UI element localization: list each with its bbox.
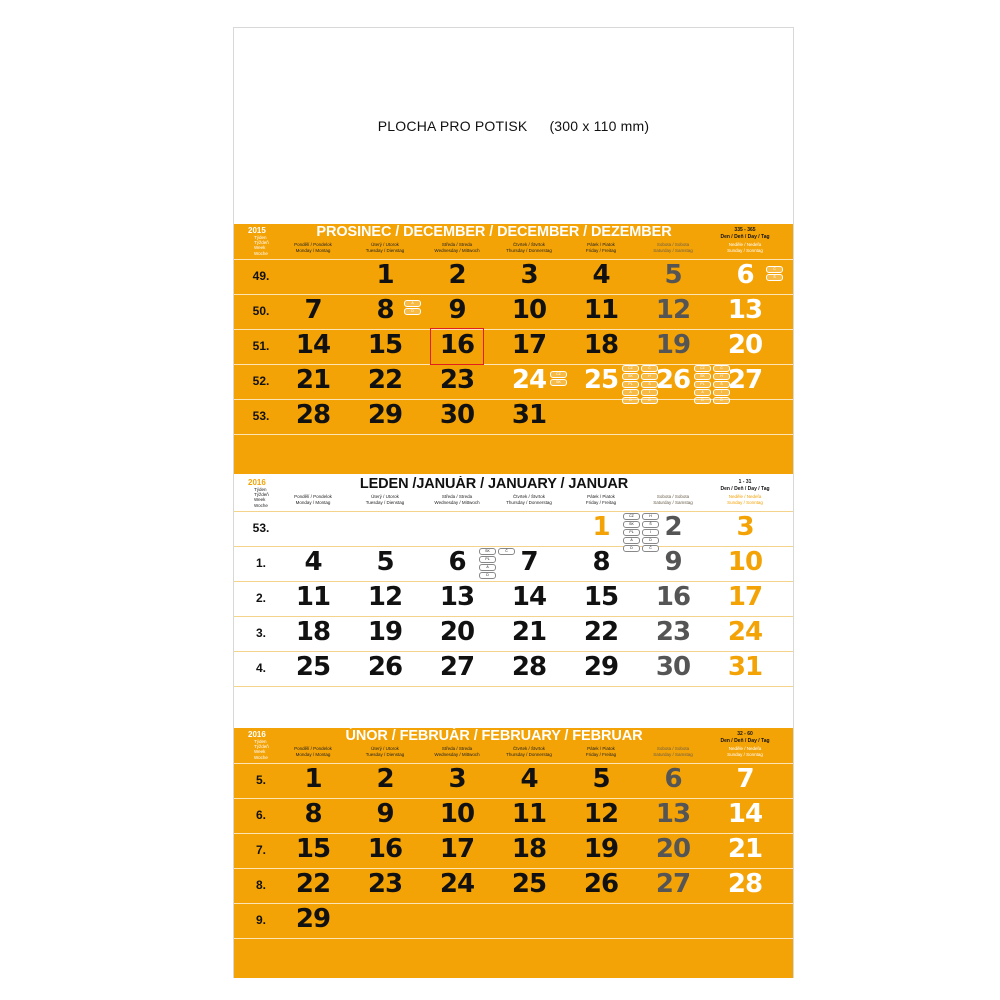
calendar-day[interactable]: 23 — [655, 617, 691, 647]
calendar-day[interactable]: 12 — [583, 799, 619, 829]
calendar-day[interactable]: 4 — [520, 764, 538, 794]
weekday-header — [421, 494, 493, 505]
calendar-day[interactable]: 16 — [367, 834, 403, 864]
calendar-day[interactable]: 9 — [664, 547, 682, 577]
weekday-header — [637, 746, 709, 757]
holiday-badge: Č — [766, 266, 783, 273]
weekday-name-cs-sk: Čtvrtek / Štvrtok — [512, 242, 545, 247]
week-number: 2. — [255, 591, 266, 605]
month-title: LEDEN /JANUÁR / JANUARY / JANUAR — [359, 476, 629, 492]
calendar-day[interactable]: 18 — [295, 617, 331, 647]
holiday-badges — [622, 365, 658, 404]
calendar-day[interactable]: 22 — [367, 365, 403, 395]
day-range-label: Den / Deň / Day / Tag — [720, 234, 770, 240]
holiday-badge: Č — [498, 548, 515, 555]
calendar-sheet — [233, 27, 794, 978]
weekday-header — [709, 746, 781, 757]
holiday-badge: SK — [622, 373, 639, 380]
weekday-name-en-de: Thursday / Donnerstag — [506, 247, 552, 253]
month-panel — [234, 728, 793, 978]
weekday-name-cs-sk: Pátek / Piatok — [587, 242, 615, 247]
holiday-badge: D — [623, 545, 640, 552]
calendar-day[interactable]: 1 — [304, 764, 322, 794]
week-column-header — [254, 739, 269, 760]
calendar-day[interactable]: 14 — [295, 330, 331, 360]
holiday-badge-column — [641, 365, 658, 404]
calendar-day[interactable]: 6 — [664, 764, 682, 794]
weekday-header — [421, 242, 493, 253]
day-range-label: Den / Deň / Day / Tag — [720, 738, 770, 744]
holiday-badge: CZ — [622, 365, 639, 372]
weekday-name-cs-sk: Pátek / Piatok — [587, 494, 615, 499]
weekday-header — [349, 242, 421, 253]
weekday-name-en-de: Monday / Montag — [295, 499, 331, 505]
calendar-day[interactable]: 27 — [655, 869, 691, 899]
weekday-name-en-de: Monday / Montag — [295, 247, 331, 253]
holiday-badge: D — [694, 397, 711, 404]
holiday-badge: SK — [694, 373, 711, 380]
print-area-size: (300 x 110 mm) — [549, 118, 650, 134]
holiday-badge-column — [622, 365, 639, 404]
calendar-day[interactable]: 1 — [592, 512, 610, 542]
week-number: 52. — [252, 374, 270, 388]
calendar-day[interactable]: 10 — [727, 547, 763, 577]
holiday-badge: SK — [550, 379, 567, 386]
weekday-name-en-de: Tuesday / Dienstag — [365, 751, 405, 757]
holiday-badge-column — [623, 513, 640, 552]
calendar-day[interactable]: 28 — [295, 400, 331, 430]
week-header-line: Week — [254, 245, 266, 251]
holiday-badge: A — [694, 389, 711, 396]
calendar-day[interactable]: 17 — [511, 330, 547, 360]
weekday-name-cs-sk: Úterý / Utorok — [371, 242, 399, 247]
week-number: 49. — [252, 269, 270, 283]
calendar-day[interactable]: 9 — [376, 799, 394, 829]
calendar-day[interactable]: 4 — [304, 547, 322, 577]
holiday-badges — [623, 513, 659, 552]
holiday-badge: A — [622, 389, 639, 396]
calendar-day[interactable]: 22 — [295, 869, 331, 899]
weekday-name-cs-sk: Sobota / Sobota — [656, 242, 690, 247]
row-divider — [234, 434, 793, 435]
calendar-day[interactable]: 28 — [511, 652, 547, 682]
holiday-badge: I — [713, 389, 730, 396]
today-marker — [430, 328, 484, 365]
weekday-name-en-de: Thursday / Donnerstag — [506, 751, 552, 757]
calendar-day[interactable]: 11 — [583, 295, 619, 325]
holiday-badge: I — [642, 529, 659, 536]
calendar-day[interactable]: 22 — [583, 617, 619, 647]
week-header-line: Week — [254, 497, 266, 503]
calendar-day[interactable]: 20 — [727, 330, 763, 360]
holiday-badge: PL — [479, 556, 496, 563]
calendar-day[interactable]: 9 — [448, 295, 466, 325]
week-number: 9. — [255, 913, 266, 927]
holiday-badge: CZ — [550, 371, 567, 378]
calendar-day[interactable]: 26 — [583, 869, 619, 899]
day-range: 32 - 60 — [737, 731, 753, 737]
weekday-header — [493, 746, 565, 757]
week-header-line: Týždeň — [254, 240, 269, 246]
calendar-day[interactable]: 19 — [655, 330, 691, 360]
weekday-name-en-de: Wednesday / Mittwoch — [434, 751, 480, 757]
calendar-day[interactable]: 29 — [583, 652, 619, 682]
week-header-line: Týden — [254, 739, 267, 744]
year-label: 2015 — [248, 226, 266, 235]
year-label: 2016 — [248, 478, 266, 487]
holiday-badge: Č — [641, 365, 658, 372]
holiday-badge: I — [641, 389, 658, 396]
weekday-name-en-de: Sunday / Sonntag — [727, 247, 763, 253]
holiday-badge: A — [479, 564, 496, 571]
weekday-name-cs-sk: Neděle / Nedeľa — [728, 746, 762, 751]
calendar-day[interactable]: 11 — [295, 582, 331, 612]
calendar-day[interactable]: 12 — [367, 582, 403, 612]
weekday-header — [565, 242, 637, 253]
weekday-header — [565, 746, 637, 757]
row-divider — [234, 686, 793, 687]
holiday-badge: D — [622, 397, 639, 404]
month-panel — [234, 224, 793, 474]
holiday-badge: Š — [642, 521, 659, 528]
holiday-badges — [479, 548, 515, 579]
calendar-day[interactable]: 14 — [511, 582, 547, 612]
weekday-name-cs-sk: Sobota / Sobota — [656, 746, 690, 751]
holiday-badge: PL — [623, 529, 640, 536]
week-number: 8. — [255, 878, 266, 892]
calendar-day[interactable]: 3 — [520, 260, 538, 290]
calendar-day[interactable]: 7 — [520, 547, 538, 577]
weekday-header — [709, 494, 781, 505]
weekday-name-en-de: Wednesday / Mittwoch — [434, 247, 480, 253]
calendar-day[interactable]: 11 — [511, 799, 547, 829]
weekday-name-en-de: Friday / Freitag — [585, 751, 617, 757]
weekday-name-cs-sk: Úterý / Utorok — [371, 746, 399, 751]
weekday-name-en-de: Wednesday / Mittwoch — [434, 499, 480, 505]
calendar-day[interactable]: 7 — [304, 295, 322, 325]
holiday-badge: Š — [713, 381, 730, 388]
calendar-day[interactable]: 23 — [367, 869, 403, 899]
week-header-line: Woche — [254, 754, 268, 760]
holiday-badge: PL — [694, 381, 711, 388]
calendar-day[interactable]: 19 — [583, 834, 619, 864]
weekday-header — [277, 242, 349, 253]
calendar-day[interactable]: 13 — [655, 799, 691, 829]
calendar-day[interactable]: 21 — [727, 834, 763, 864]
week-header-line: Týždeň — [254, 492, 269, 498]
week-number: 4. — [255, 661, 266, 675]
week-header-line: Týždeň — [254, 744, 269, 750]
holiday-badge: D — [641, 397, 658, 404]
weekday-header — [349, 746, 421, 757]
weekday-name-cs-sk: Středa / Streda — [441, 242, 473, 247]
calendar-day[interactable]: 31 — [511, 400, 547, 430]
holiday-badge: CZ — [694, 365, 711, 372]
calendar-day[interactable]: 30 — [439, 400, 475, 430]
calendar-day[interactable]: 12 — [655, 295, 691, 325]
calendar-day[interactable]: 27 — [439, 652, 475, 682]
holiday-badge: A — [623, 537, 640, 544]
row-divider — [234, 938, 793, 939]
week-header-line: Woche — [254, 250, 268, 256]
holiday-badge: D — [642, 537, 659, 544]
week-number: 5. — [255, 773, 266, 787]
weekday-name-en-de: Saturday / Samstag — [653, 499, 693, 505]
weekday-name-en-de: Tuesday / Dienstag — [365, 499, 405, 505]
calendar-day[interactable]: 31 — [727, 652, 763, 682]
holiday-badge: D — [404, 308, 421, 315]
holiday-badge-column — [694, 365, 711, 404]
calendar-day[interactable]: 10 — [511, 295, 547, 325]
weekday-header — [493, 494, 565, 505]
calendar-day[interactable]: 23 — [439, 365, 475, 395]
calendar-day[interactable]: 18 — [583, 330, 619, 360]
week-number: 1. — [255, 556, 266, 570]
calendar-day[interactable]: 18 — [511, 834, 547, 864]
calendar-day[interactable]: 17 — [439, 834, 475, 864]
week-header-line: Week — [254, 749, 266, 755]
weekday-header — [421, 746, 493, 757]
year-label: 2016 — [248, 730, 266, 739]
calendar-day[interactable]: 15 — [583, 582, 619, 612]
holiday-badge: SK — [479, 548, 496, 555]
week-number: 6. — [255, 808, 266, 822]
calendar-day[interactable]: 8 — [376, 295, 394, 325]
weekday-name-cs-sk: Úterý / Utorok — [371, 494, 399, 499]
weekday-name-cs-sk: Pátek / Piatok — [587, 746, 615, 751]
calendar-day[interactable]: 7 — [736, 764, 754, 794]
holiday-badge: A — [404, 300, 421, 307]
calendar-day[interactable]: 24 — [727, 617, 763, 647]
weekday-name-en-de: Friday / Freitag — [585, 499, 617, 505]
month-panel — [234, 476, 793, 726]
calendar-day[interactable]: 10 — [439, 799, 475, 829]
holiday-badges — [694, 365, 730, 404]
calendar-day[interactable]: 6 — [448, 547, 466, 577]
calendar-day[interactable]: 2 — [376, 764, 394, 794]
weekday-name-cs-sk: Středa / Streda — [441, 746, 473, 751]
calendar-day[interactable]: 15 — [367, 330, 403, 360]
calendar-day[interactable]: 25 — [295, 652, 331, 682]
calendar-day[interactable]: 24 — [511, 365, 547, 395]
calendar-day[interactable]: 5 — [376, 547, 394, 577]
print-area — [234, 28, 793, 224]
calendar-day[interactable]: 8 — [592, 547, 610, 577]
holiday-badge: Š — [641, 381, 658, 388]
weekday-name-cs-sk: Čtvrtek / Štvrtok — [512, 494, 545, 499]
weekday-header — [349, 494, 421, 505]
weekday-name-en-de: Sunday / Sonntag — [727, 751, 763, 757]
week-column-header — [254, 487, 269, 508]
calendar-day[interactable]: 6 — [736, 260, 754, 290]
holiday-badge: H — [713, 373, 730, 380]
holiday-badges — [766, 266, 783, 281]
calendar-day[interactable]: 26 — [367, 652, 403, 682]
calendar-day[interactable]: 4 — [592, 260, 610, 290]
calendar-day[interactable]: 3 — [736, 512, 754, 542]
week-header-line: Týden — [254, 235, 267, 240]
print-area-label: PLOCHA PRO POTISK — [377, 118, 528, 134]
holiday-badge: D — [479, 572, 496, 579]
calendar-day[interactable]: 20 — [655, 834, 691, 864]
calendar-day[interactable]: 13 — [727, 295, 763, 325]
weekday-name-en-de: Saturday / Samstag — [653, 751, 693, 757]
month-title: PROSINEC / DECEMBER / DECEMBER / DEZEMBER — [316, 224, 672, 240]
calendar-day[interactable]: 25 — [583, 365, 619, 395]
holiday-badge: Š — [766, 274, 783, 281]
weekday-header — [637, 242, 709, 253]
holiday-badge: SK — [623, 521, 640, 528]
week-number: 53. — [252, 521, 270, 535]
calendar-day[interactable]: 15 — [295, 834, 331, 864]
calendar-day[interactable]: 29 — [367, 400, 403, 430]
weekday-name-cs-sk: Pondělí / Pondelok — [294, 494, 332, 499]
holiday-badges — [404, 300, 421, 315]
holiday-badge-column — [713, 365, 730, 404]
week-number: 7. — [255, 843, 266, 857]
calendar-day[interactable]: 21 — [295, 365, 331, 395]
calendar-day[interactable]: 30 — [655, 652, 691, 682]
weekday-name-cs-sk: Neděle / Nedeľa — [728, 242, 762, 247]
calendar-day[interactable]: 14 — [727, 799, 763, 829]
calendar-day[interactable]: 25 — [511, 869, 547, 899]
day-range: 335 - 365 — [734, 227, 756, 233]
calendar-day[interactable]: 17 — [727, 582, 763, 612]
holiday-badge: H — [641, 373, 658, 380]
calendar-day[interactable]: 13 — [439, 582, 475, 612]
week-number: 51. — [252, 339, 270, 353]
weekday-name-en-de: Thursday / Donnerstag — [506, 499, 552, 505]
calendar-day[interactable]: 1 — [376, 260, 394, 290]
holiday-badge: CZ — [623, 513, 640, 520]
weekday-name-cs-sk: Pondělí / Pondelok — [294, 242, 332, 247]
weekday-header — [277, 746, 349, 757]
weekday-name-en-de: Monday / Montag — [295, 751, 331, 757]
week-header-line: Týden — [254, 487, 267, 492]
weekday-name-en-de: Sunday / Sonntag — [727, 499, 763, 505]
holiday-badge-column — [498, 548, 515, 579]
weekday-name-en-de: Friday / Freitag — [585, 247, 617, 253]
calendar-day[interactable]: 20 — [439, 617, 475, 647]
weekday-header — [637, 494, 709, 505]
holiday-badge-column — [479, 548, 496, 579]
holiday-badge: D — [713, 397, 730, 404]
weekday-header — [709, 242, 781, 253]
calendar-day[interactable]: 26 — [655, 365, 691, 395]
weekday-name-en-de: Saturday / Samstag — [653, 247, 693, 253]
weekday-header — [493, 242, 565, 253]
calendar-day[interactable]: 8 — [304, 799, 322, 829]
calendar-day[interactable]: 16 — [439, 330, 475, 360]
holiday-badge: H — [642, 513, 659, 520]
holiday-badge: Č — [642, 545, 659, 552]
week-number: 50. — [252, 304, 270, 318]
calendar-day[interactable]: 21 — [511, 617, 547, 647]
weekday-header — [565, 494, 637, 505]
weekday-name-cs-sk: Čtvrtek / Štvrtok — [512, 746, 545, 751]
calendar-day[interactable]: 24 — [439, 869, 475, 899]
holiday-badges — [550, 371, 567, 386]
holiday-badge: Č — [713, 365, 730, 372]
calendar-day[interactable]: 16 — [655, 582, 691, 612]
week-header-line: Woche — [254, 502, 268, 508]
calendar-day[interactable]: 5 — [592, 764, 610, 794]
week-number: 53. — [252, 409, 270, 423]
calendar-day[interactable]: 2 — [664, 512, 682, 542]
weekday-name-en-de: Tuesday / Dienstag — [365, 247, 405, 253]
weekday-header — [277, 494, 349, 505]
holiday-badge: PL — [622, 381, 639, 388]
weekday-name-cs-sk: Sobota / Sobota — [656, 494, 690, 499]
weekday-name-cs-sk: Středa / Streda — [441, 494, 473, 499]
holiday-badge-column — [642, 513, 659, 552]
calendar-day[interactable]: 5 — [664, 260, 682, 290]
weekday-name-cs-sk: Neděle / Nedeľa — [728, 494, 762, 499]
calendar-day[interactable]: 28 — [727, 869, 763, 899]
calendar-day[interactable]: 27 — [727, 365, 763, 395]
calendar-day[interactable]: 29 — [295, 904, 331, 934]
calendar-day[interactable]: 19 — [367, 617, 403, 647]
day-range: 1 - 31 — [738, 479, 752, 485]
week-number: 3. — [255, 626, 266, 640]
calendar-day[interactable]: 2 — [448, 260, 466, 290]
day-range-label: Den / Deň / Day / Tag — [720, 486, 770, 492]
weekday-name-cs-sk: Pondělí / Pondelok — [294, 746, 332, 751]
calendar-day[interactable]: 3 — [448, 764, 466, 794]
month-title: ÚNOR / FEBRUÁR / FEBRUARY / FEBRUAR — [345, 728, 643, 744]
week-column-header — [254, 235, 269, 256]
